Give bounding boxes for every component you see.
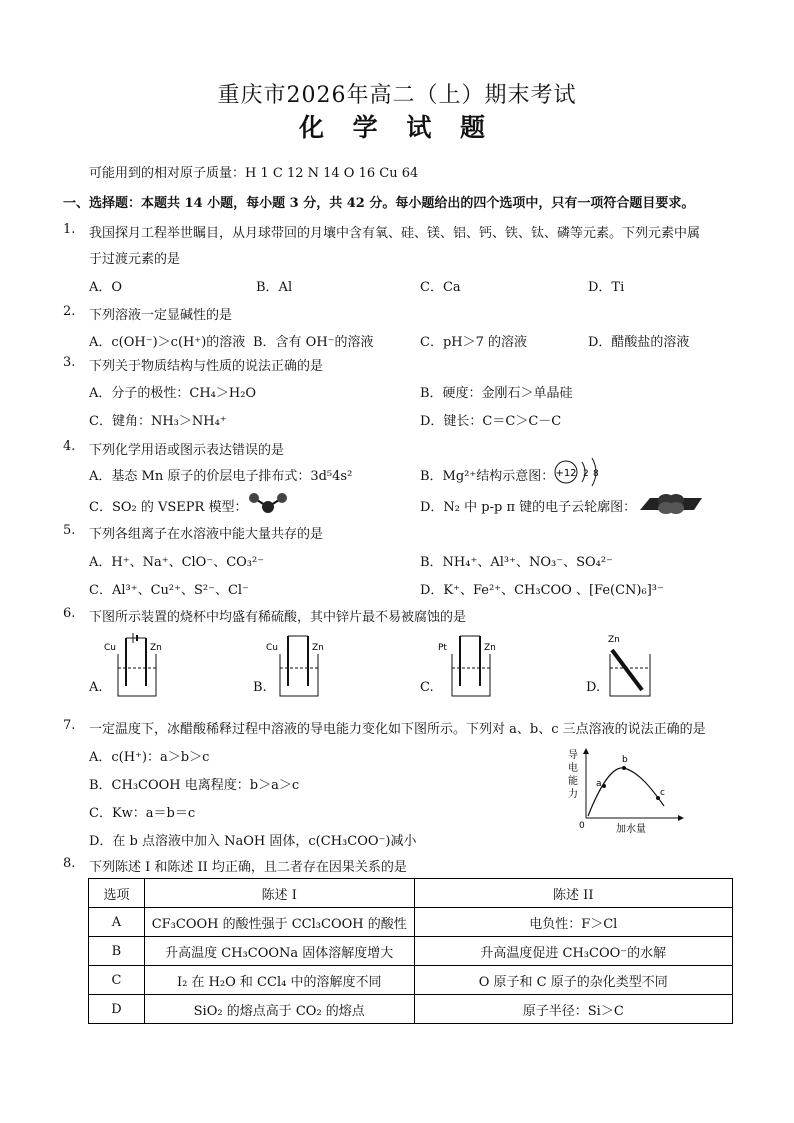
graph-point-b-label: b [622,755,628,765]
q2-option-c: C．pH＞7 的溶液 [420,335,528,350]
table-cell: 升高温度促进 CH₃COO⁻的水解 [414,937,732,966]
q8-stem: 下列陈述 I 和陈述 II 均正确，且二者存在因果关系的是 [89,860,407,875]
table-cell: I₂ 在 H₂O 和 CCl₄ 中的溶解度不同 [144,966,414,995]
q2-stem: 下列溶液一定显碱性的是 [89,308,233,323]
atomic-masses: 可能用到的相对原子质量：H 1 C 12 N 14 O 16 Cu 64 [89,166,419,181]
q4-option-b: B．Mg²⁺结构示意图： [420,469,555,484]
graph-ylabel-3: 能 [568,776,578,787]
pi-bond-electron-cloud-icon [636,490,706,516]
table-header-cell: 陈述 I [144,879,414,908]
q4-option-c: C．SO₂ 的 VSEPR 模型： [89,500,248,515]
q5-option-c: C．Al³⁺、Cu²⁺、S²⁻、Cl⁻ [89,583,249,598]
mg-ion-structure-diagram [552,454,612,490]
table-cell: CF₃COOH 的酸性强于 CCl₃COOH 的酸性 [144,908,414,937]
table-header-cell: 陈述 II [414,879,732,908]
table-cell: 电负性：F＞Cl [414,908,732,937]
q1-stem-line1: 我国探月工程举世瞩目，从月球带回的月壤中含有氧、硅、镁、铝、钙、铁、钛、磷等元素。下列元素中属 [89,226,701,241]
graph-point-a-label: a [596,779,602,789]
q7-option-c: C．Kw：a＝b＝c [89,806,196,821]
graph-ylabel-1: 导 [568,750,578,761]
graph-ylabel-4: 力 [568,789,578,800]
beaker-c-diagram [438,628,502,700]
q4-number: 4. [63,439,76,454]
mg-shell1-label: 2 [583,469,589,479]
q5-option-a: A．H⁺、Na⁺、ClO⁻、CO₃²⁻ [89,555,265,570]
table-header-cell: 选项 [89,879,145,908]
q7-option-d: D．在 b 点溶液中加入 NaOH 固体，c(CH₃COO⁻)减小 [89,834,417,849]
beaker-a-diagram [104,628,168,700]
q6-option-a: A. [89,680,103,695]
q1-option-d: D．Ti [588,280,625,295]
table-cell: D [89,995,145,1024]
table-cell: SiO₂ 的熔点高于 CO₂ 的熔点 [144,995,414,1024]
table-cell: C [89,966,145,995]
q3-option-d: D．键长：C＝C＞C－C [420,414,562,429]
q6-option-b: B. [253,680,267,695]
so2-vsepr-model-icon [244,490,294,516]
graph-point-b [622,766,626,770]
q5-option-b: B．NH₄⁺、Al³⁺、NO₃⁻、SO₄²⁻ [420,555,613,570]
q3-stem: 下列关于物质结构与性质的说法正确的是 [89,359,324,374]
section-heading: 一、选择题：本题共 14 小题，每小题 3 分，共 42 分。每小题给出的四个选项中，只有一项符合题目要求。 [63,196,695,211]
beaker-b-left-label: Cu [266,643,278,653]
q6-number: 6. [63,606,76,621]
beaker-a-left-label: Cu [104,643,116,653]
beaker-d-label: Zn [608,635,620,645]
beaker-c-left-label: Pt [438,643,447,653]
q7-option-a: A．c(H⁺)：a＞b＞c [89,750,210,765]
table-cell: 原子半径：Si＞C [414,995,732,1024]
q7-stem: 一定温度下，冰醋酸稀释过程中溶液的导电能力变化如下图所示。下列对 a、b、c 三点溶液的说法正确的是 [89,722,706,737]
q3-option-b: B．硬度：金刚石＞单晶硅 [420,386,573,401]
q4-stem: 下列化学用语或图示表达错误的是 [89,443,285,458]
page-title: 重庆市2026年高二（上）期末考试 [217,83,577,108]
beaker-c-right-label: Zn [484,643,496,653]
q5-number: 5. [63,523,76,538]
q1-option-b: B．Al [256,280,293,295]
beaker-b-right-label: Zn [312,643,324,653]
q3-option-c: C．键角：NH₃＞NH₄⁺ [89,414,227,429]
table-cell: A [89,908,145,937]
conductivity-graph [566,746,686,836]
q8-table [88,878,733,1024]
q2-option-b: B．含有 OH⁻的溶液 [253,335,374,350]
q3-option-a: A．分子的极性：CH₄＞H₂O [89,386,257,401]
q6-option-c: C. [420,680,434,695]
table-row [89,908,733,937]
beaker-b-diagram [266,628,330,700]
table-row [89,995,733,1024]
graph-point-c-label: c [660,788,665,798]
q6-stem: 下图所示装置的烧杯中均盛有稀硫酸，其中锌片最不易被腐蚀的是 [89,610,467,625]
graph-origin-label: 0 [579,821,585,831]
q1-number: 1. [63,222,76,237]
graph-curve [588,768,664,816]
table-cell: O 原子和 C 原子的杂化类型不同 [414,966,732,995]
q8-number: 8. [63,856,76,871]
table-header-row [89,879,733,908]
graph-point-a [602,784,606,788]
q6-option-d: D. [586,680,601,695]
q2-number: 2. [63,304,76,319]
beaker-a-right-label: Zn [150,643,162,653]
beaker-d-diagram [602,628,666,700]
graph-xlabel: 加水量 [616,824,646,835]
q5-stem: 下列各组离子在水溶液中能大量共存的是 [89,527,324,542]
q1-option-c: C．Ca [420,280,461,295]
table-cell: 升高温度 CH₃COONa 固体溶解度增大 [144,937,414,966]
q7-option-b: B．CH₃COOH 电离程度：b＞a＞c [89,778,300,793]
table-cell: B [89,937,145,966]
q1-option-a: A．O [89,280,123,295]
q7-number: 7. [63,718,76,733]
q1-stem-line2: 于过渡元素的是 [89,252,181,267]
mg-shell2-label: 8 [593,469,599,479]
mg-nucleus-label: +12 [555,468,577,479]
q2-option-d: D．醋酸盐的溶液 [588,335,690,350]
table-row [89,966,733,995]
q4-option-d: D．N₂ 中 p-p π 键的电子云轮廓图： [420,500,637,515]
page-subtitle: 化 学 试 题 [298,113,496,142]
q3-number: 3. [63,355,76,370]
graph-ylabel-2: 电 [568,763,578,774]
q4-option-a: A．基态 Mn 原子的价层电子排布式：3d⁵4s² [89,469,353,484]
q2-option-a: A．c(OH⁻)＞c(H⁺)的溶液 [89,335,246,350]
q5-option-d: D．K⁺、Fe²⁺、CH₃COO 、[Fe(CN)₆]³⁻ [420,583,664,598]
table-row [89,937,733,966]
